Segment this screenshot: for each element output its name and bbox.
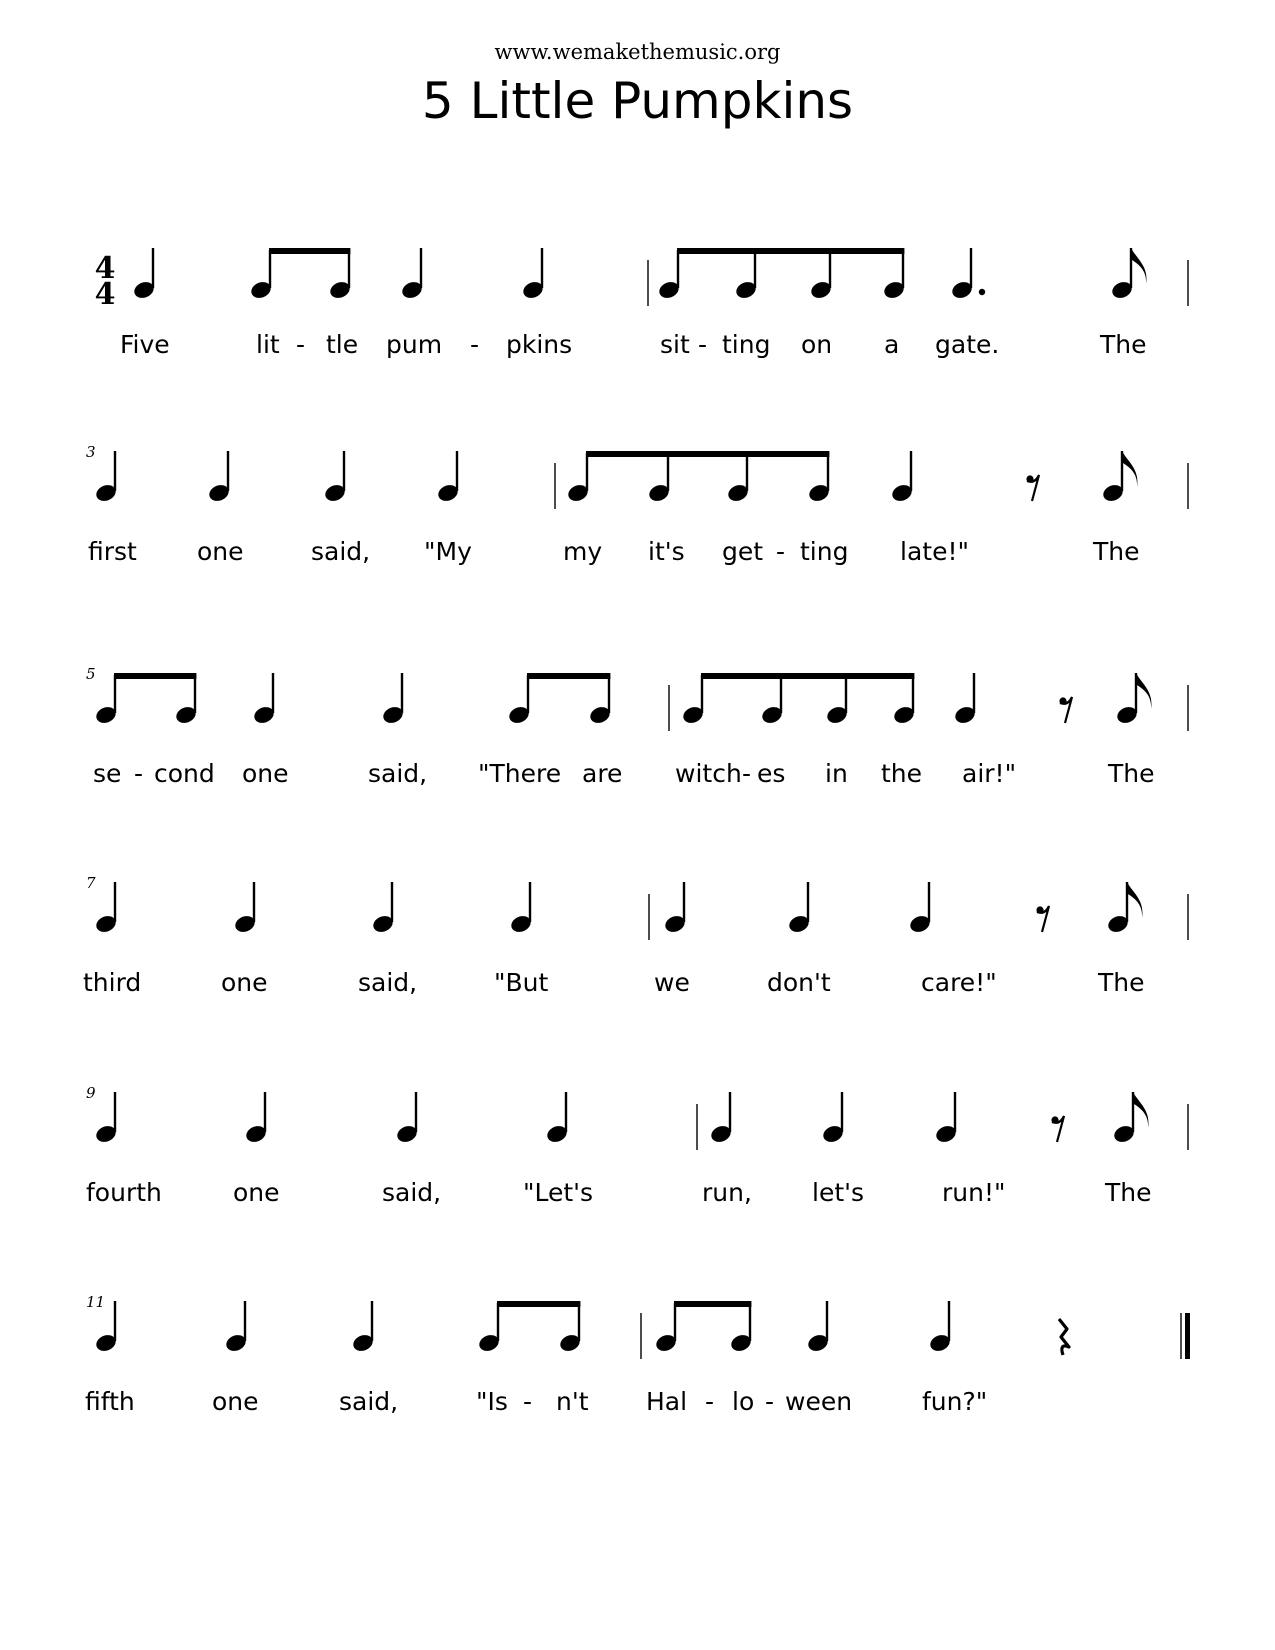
lyric-syllable: pum — [386, 330, 443, 359]
measure-number: 7 — [86, 874, 96, 892]
lyric-syllable: "Is — [476, 1387, 508, 1416]
staff-system-4 — [0, 874, 1275, 1064]
lyric-syllable: in — [825, 759, 848, 788]
lyric-syllable: one — [242, 759, 289, 788]
lyric-syllable: get — [722, 537, 764, 566]
lyric-syllable: one — [197, 537, 244, 566]
eighth-flag — [1127, 882, 1142, 918]
lyric-syllable: run, — [702, 1178, 752, 1207]
eighth-flag — [1122, 451, 1137, 487]
lyric-syllable: don't — [767, 968, 831, 997]
lyric-syllable: The — [1108, 759, 1155, 788]
lyric-syllable: The — [1098, 968, 1145, 997]
measure-number: 11 — [86, 1293, 106, 1311]
lyric-syllable: gate. — [935, 330, 1000, 359]
note-beam — [269, 248, 350, 254]
lyric-syllable: "Let's — [523, 1178, 594, 1207]
lyric-syllable: ting — [722, 330, 771, 359]
lyric-hyphen: - — [698, 330, 708, 359]
lyric-hyphen: - — [765, 1387, 775, 1416]
note-beam — [701, 673, 914, 679]
lyric-syllable: said, — [368, 759, 428, 788]
lyric-syllable: one — [221, 968, 268, 997]
lyric-syllable: Hal — [646, 1387, 688, 1416]
lyric-syllable: a — [884, 330, 900, 359]
notation-line-2 — [0, 443, 1275, 573]
lyric-syllable: cond — [154, 759, 215, 788]
lyric-syllable: first — [88, 537, 137, 566]
measure-number: 3 — [86, 443, 96, 461]
note-beam — [586, 451, 829, 457]
lyric-syllable: lit — [256, 330, 280, 359]
note-beam — [114, 673, 196, 679]
lyric-syllable: The — [1100, 330, 1147, 359]
lyric-hyphen: - — [523, 1387, 533, 1416]
lyric-hyphen: - — [776, 537, 786, 566]
song-title: 5 Little Pumpkins — [421, 72, 854, 130]
lyric-syllable: we — [654, 968, 690, 997]
lyric-syllable: it's — [648, 537, 685, 566]
note-beam — [674, 1301, 751, 1307]
staff-system-1 — [0, 240, 1275, 430]
lyric-syllable: are — [582, 759, 623, 788]
note-beam — [527, 673, 610, 679]
final-barline-thick — [1185, 1313, 1190, 1359]
lyric-syllable: "But — [494, 968, 549, 997]
time-signature-bottom: 4 — [94, 277, 116, 312]
note-beam — [677, 248, 904, 254]
lyric-syllable: The — [1105, 1178, 1152, 1207]
lyric-syllable: care!" — [921, 968, 997, 997]
note-beam — [497, 1301, 580, 1307]
notation-line-4 — [0, 874, 1275, 1004]
lyric-syllable: se — [93, 759, 122, 788]
eighth-flag — [1136, 673, 1151, 709]
lyric-syllable: es — [757, 759, 786, 788]
lyric-syllable: fun?" — [922, 1387, 988, 1416]
lyric-syllable: ting — [800, 537, 849, 566]
lyric-syllable: ween — [785, 1387, 853, 1416]
lyric-syllable: the — [881, 759, 923, 788]
lyric-syllable: sit — [660, 330, 690, 359]
lyric-syllable: said, — [311, 537, 371, 566]
lyric-syllable: run!" — [942, 1178, 1006, 1207]
lyric-syllable: pkins — [506, 330, 573, 359]
lyric-syllable: my — [563, 537, 603, 566]
lyric-syllable: let's — [812, 1178, 865, 1207]
lyric-syllable: third — [83, 968, 142, 997]
lyric-syllable: air!" — [962, 759, 1017, 788]
lyric-syllable: fourth — [86, 1178, 162, 1207]
time-signature-top: 4 — [94, 251, 116, 286]
lyric-syllable: n't — [556, 1387, 589, 1416]
quarter-rest — [1059, 1319, 1069, 1355]
staff-system-3 — [0, 665, 1275, 855]
lyric-hyphen: - — [296, 330, 306, 359]
notation-line-6 — [0, 1293, 1275, 1423]
lyric-syllable: lo — [732, 1387, 755, 1416]
lyric-syllable: "My — [424, 537, 472, 566]
measure-number: 5 — [86, 665, 96, 683]
staff-system-2 — [0, 443, 1275, 633]
notation-line-5 — [0, 1084, 1275, 1214]
lyric-syllable: witch — [675, 759, 742, 788]
augmentation-dot — [979, 289, 985, 295]
notation-line-1 — [0, 240, 1275, 370]
lyric-hyphen: - — [134, 759, 144, 788]
lyric-hyphen: - — [470, 330, 480, 359]
website-url: www.wemakethemusic.org — [494, 40, 781, 64]
lyric-syllable: fifth — [85, 1387, 135, 1416]
lyric-syllable: said, — [339, 1387, 399, 1416]
lyric-syllable: Five — [120, 330, 170, 359]
lyric-hyphen: - — [742, 759, 752, 788]
eighth-flag — [1131, 248, 1146, 284]
lyric-syllable: said, — [358, 968, 418, 997]
lyric-syllable: tle — [326, 330, 359, 359]
lyric-syllable: on — [801, 330, 833, 359]
lyric-hyphen: - — [705, 1387, 715, 1416]
staff-system-6 — [0, 1293, 1275, 1483]
measure-number: 9 — [86, 1084, 96, 1102]
lyric-syllable: The — [1093, 537, 1140, 566]
lyric-syllable: "There — [478, 759, 562, 788]
eighth-flag — [1133, 1092, 1148, 1128]
staff-system-5 — [0, 1084, 1275, 1274]
lyric-syllable: late!" — [900, 537, 969, 566]
lyric-syllable: said, — [382, 1178, 442, 1207]
lyric-syllable: one — [233, 1178, 280, 1207]
lyric-syllable: one — [212, 1387, 259, 1416]
